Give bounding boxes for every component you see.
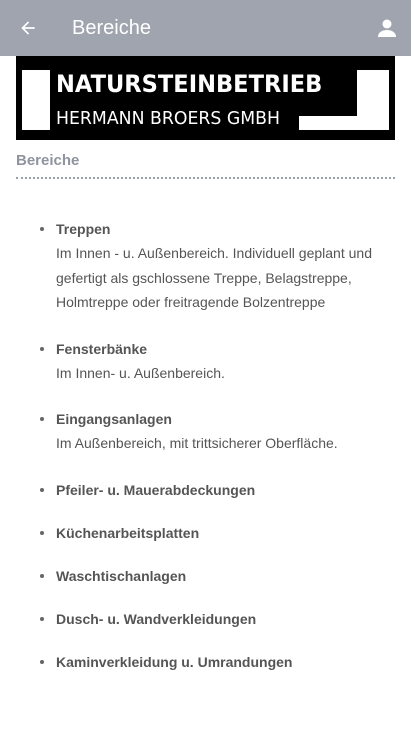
back-button[interactable] [14, 14, 42, 42]
list-item-description: Im Außenbereich, mit trittsicherer Oberfläche. [56, 435, 338, 451]
list-item [0, 524, 411, 542]
list-item-title: Kaminverkleidung u. Umrandungen [56, 653, 293, 670]
list-item-title: Waschtischanlagen [56, 567, 187, 584]
page-title: Bereiche [72, 17, 151, 39]
arrow-left-icon [18, 18, 38, 38]
list-item-title: Küchenarbeitsplatten [56, 524, 200, 541]
bullet-icon [40, 617, 44, 621]
list-item [0, 220, 411, 315]
list-item [0, 653, 411, 671]
logo-line-1: NATURSTEINBETRIEB [56, 70, 323, 98]
list-item-title: Fensterbänke [56, 340, 148, 357]
list-item [0, 610, 411, 628]
user-icon [375, 16, 399, 40]
list-item-title: Dusch- u. Wandverkleidungen [56, 610, 257, 627]
list-item-title: Pfeiler- u. Mauerabdeckungen [56, 481, 256, 498]
logo-line-2: HERMANN BROERS GMBH [56, 108, 280, 129]
list-item-description: Im Innen- u. Außenbereich. [56, 364, 225, 381]
section-heading: Bereiche [16, 152, 80, 169]
bullet-icon [40, 660, 44, 664]
list-item-description: Im Innen - u. Außenbereich. Individuell geplant und gefertigt als gschlossene Treppe, Belagstreppe, Holmtreppe oder freitragende Bolzentreppe [56, 245, 372, 310]
user-profile-button[interactable] [373, 14, 401, 42]
list-item [0, 340, 411, 386]
bullet-icon [40, 417, 44, 421]
list-item [0, 481, 411, 499]
dotted-divider [16, 177, 395, 179]
logo-block-left [22, 70, 50, 130]
bullet-icon [40, 488, 44, 492]
bullet-icon [40, 531, 44, 535]
bullet-icon [40, 227, 44, 231]
bullet-icon [40, 574, 44, 578]
company-logo [16, 56, 395, 140]
areas-list [0, 220, 411, 696]
bullet-icon [40, 347, 44, 351]
logo-block-right [357, 70, 389, 130]
list-item-title: Eingangsanlagen [56, 411, 172, 427]
list-item [0, 410, 411, 456]
app-bar [0, 0, 411, 56]
list-item-title: Treppen [56, 221, 111, 237]
list-item [0, 567, 411, 585]
